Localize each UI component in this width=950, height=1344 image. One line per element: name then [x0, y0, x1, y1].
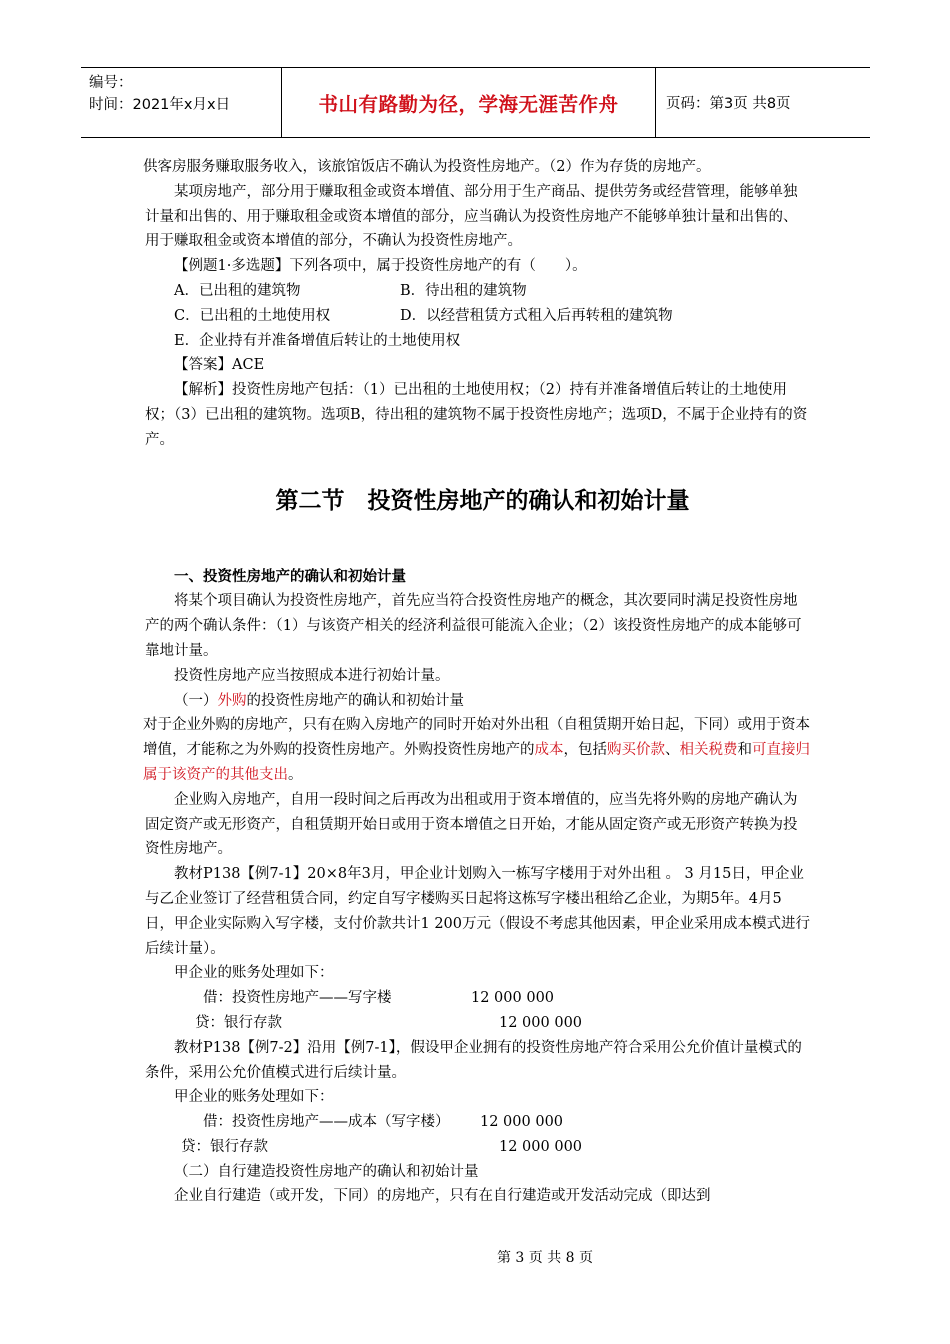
document-number-label: 编号： [89, 75, 133, 91]
document-body [145, 155, 810, 1209]
paragraph: 将某个项目确认为投资性房地产，首先应当符合投资性房地产的概念，其次要同时满足投资性房地产的两个确认条件：（1）与该资产相关的经济利益很可能流入企业；（2）该投资性房地产的成本能够可靠地计量。 [145, 593, 802, 659]
answer: 【答案】ACE [174, 357, 265, 374]
paragraph: 教材P138【例7-2】沿用【例7-1】，假设甲企业拥有的投资性房地产符合采用公允价值计量模式的条件，采用公允价值模式进行后续计量。 [145, 1039, 802, 1081]
journal-account: 贷：银行存款 [181, 1138, 268, 1155]
header-page-label: 页码：第3页 共8页 [666, 96, 791, 112]
highlight-text: 购买价款 [607, 742, 665, 759]
text-run: 对于企业外购的房地产，只有在购入房地产的同时开始对外出租（自租赁期开始日起，下同）或用于资本增值，才能称之为外购的投资性房地产。外购投资性房地产的 [143, 717, 810, 759]
text-run: 和 [737, 742, 752, 759]
paragraph: 供客房服务赚取服务收入，该旅馆饭店不确认为投资性房地产。（2）作为存货的房地产。 [143, 159, 711, 175]
option-a: A．已出租的建筑物 [174, 282, 301, 299]
journal-entry-debit [145, 1110, 810, 1135]
journal-amount: 12 000 000 [499, 1014, 583, 1031]
paragraph: 甲企业的账务处理如下： [174, 965, 334, 982]
section-title: 第二节 投资性房地产的确认和初始计量 [275, 487, 690, 514]
option-b: B．待出租的建筑物 [400, 282, 527, 299]
page-footer: 第 3 页 共 8 页 [496, 1250, 594, 1266]
heading-suffix: 的投资性房地产的确认和初始计量 [246, 692, 464, 709]
highlight-text: 外购 [217, 692, 247, 709]
highlight-text: 成本 [534, 742, 564, 759]
journal-amount: 12 000 000 [471, 990, 555, 1007]
text-run: ，包括 [563, 742, 607, 759]
journal-account: 借：投资性房地产——写字楼 [203, 990, 392, 1007]
journal-account: 借：投资性房地产——成本（写字楼） [203, 1114, 450, 1131]
option-d: D．以经营租赁方式租入后再转租的建筑物 [400, 307, 673, 324]
text-run: 。 [288, 766, 303, 783]
paragraph: 某项房地产，部分用于赚取租金或资本增值、部分用于生产商品、提供劳务或经营管理，能够单独计量和出售的、用于赚取租金或资本增值的部分，应当确认为投资性房地产不能够单独计量和出售的、用于赚取租金或资本增值的部分，不确认为投资性房地产。 [145, 183, 798, 250]
subsection-title: 一、投资性房地产的确认和初始计量 [174, 568, 406, 585]
header-meta [81, 68, 281, 137]
paragraph [143, 713, 810, 787]
text-run: 、 [665, 742, 680, 759]
subsection-heading [145, 689, 810, 714]
paragraph: 甲企业的账务处理如下： [174, 1089, 334, 1106]
paragraph: 投资性房地产应当按照成本进行初始计量。 [174, 667, 450, 684]
paragraph: 企业自行建造（或开发，下同）的房地产，只有在自行建造或开发活动完成（即达到 [174, 1188, 711, 1205]
journal-account: 贷：银行存款 [195, 1014, 282, 1031]
highlight-text: 相关税费 [679, 742, 738, 759]
option-c: C．已出租的土地使用权 [174, 307, 331, 324]
journal-entry-debit [145, 986, 810, 1011]
question-options-row [145, 279, 810, 304]
journal-entry-credit [145, 1135, 810, 1160]
paragraph: 教材P138【例7-1】20×8年3月，甲企业计划购入一栋写字楼用于对外出租 。 3 月15日，甲企业与乙企业签订了经营租赁合同，约定自写字楼购买日起将这栋写字楼出租给乙企业，为期5年。4月5日，甲企业实际购入写字楼，支付价款共计1 200万元（假设不考虑其他因素，甲企业采用成本模式进行后续计量）。 [145, 866, 811, 957]
header-motto: 书山有路勤为径，学海无涯苦作舟 [281, 68, 656, 137]
question-title: 【例题1·多选题】下列各项中，属于投资性房地产的有（ ）。 [174, 258, 587, 275]
page-header [81, 67, 870, 138]
journal-amount: 12 000 000 [480, 1114, 564, 1131]
highlight-text: 可直接归属于该资产的其他支出 [143, 742, 810, 783]
option-e: E．企业持有并准备增值后转让的土地使用权 [174, 332, 461, 349]
heading-prefix: （一） [174, 692, 218, 709]
document-time-label: 时间：2021年x月x日 [89, 97, 231, 113]
analysis: 【解析】投资性房地产包括：（1）已出租的土地使用权；（2）持有并准备增值后转让的土地使用权；（3）已出租的建筑物。选项B，待出租的建筑物不属于投资性房地产；选项D，不属于企业持有的资产。 [145, 382, 808, 448]
paragraph: 企业购入房地产，自用一段时间之后再改为出租或用于资本增值的，应当先将外购的房地产确认为固定资产或无形资产，自租赁期开始日或用于资本增值之日开始，才能从固定资产或无形资产转换为投资性房地产。 [145, 791, 798, 858]
journal-entry-credit [145, 1011, 810, 1036]
question-options-row [145, 304, 810, 329]
journal-amount: 12 000 000 [499, 1138, 583, 1155]
subsection-heading: （二）自行建造投资性房地产的确认和初始计量 [174, 1163, 479, 1180]
